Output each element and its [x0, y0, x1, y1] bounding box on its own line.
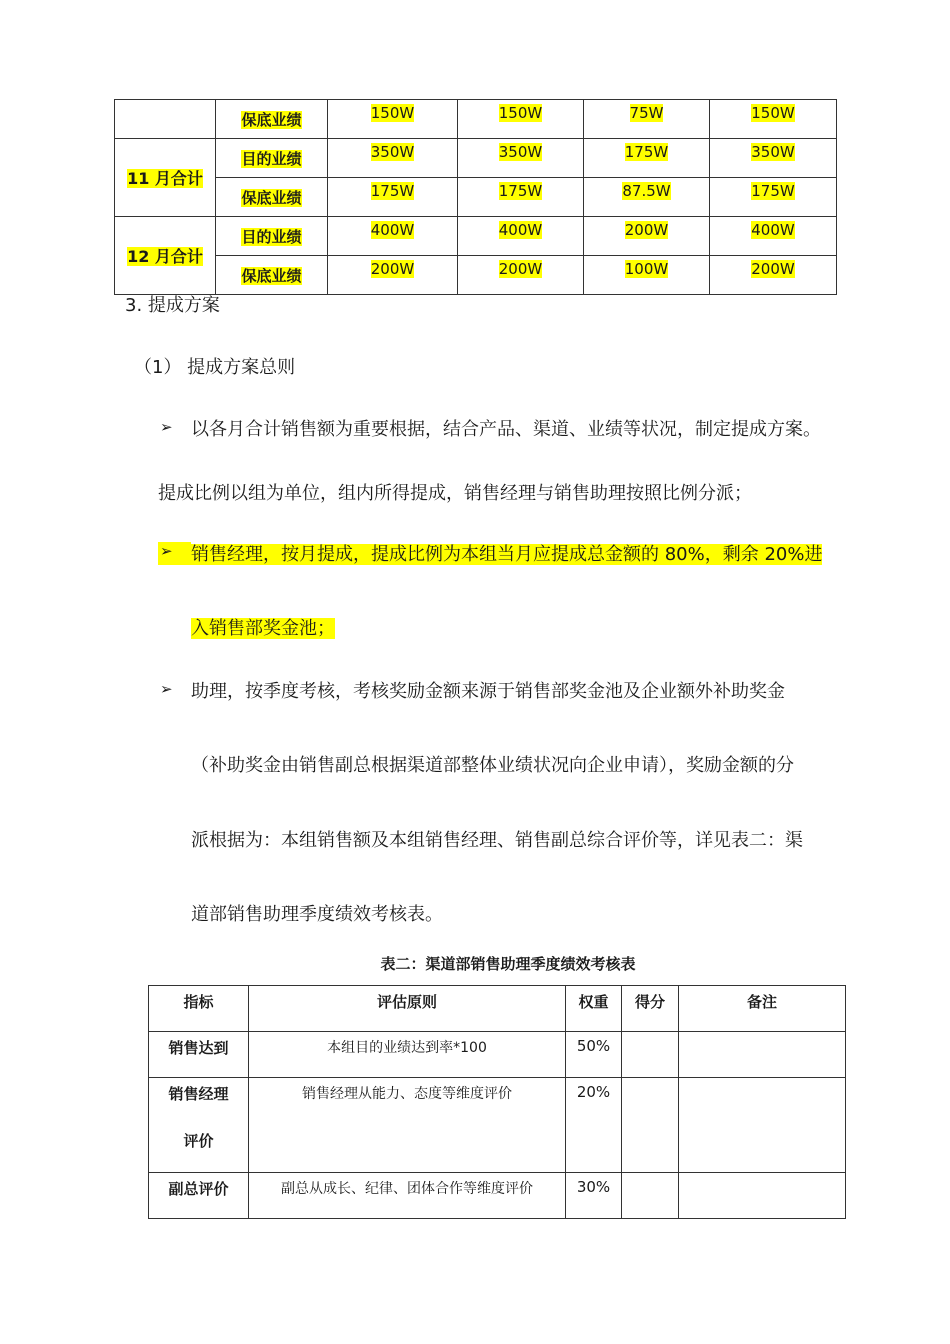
assessment-table — [148, 985, 846, 1219]
value-cell: 100W — [584, 256, 710, 295]
paragraph-line: 助理，按季度考核，考核奖励金额来源于销售部奖金池及企业额外补助奖金 — [191, 681, 785, 702]
rule-cell: 本组目的业绩达到率*100 — [249, 1032, 566, 1078]
table-row — [149, 1032, 846, 1078]
table-row — [149, 1078, 846, 1173]
group-cell: 12 月合计 — [115, 217, 216, 295]
value-cell: 150W — [710, 100, 837, 139]
value-cell: 200W — [458, 256, 584, 295]
row-label: 目的业绩 — [216, 217, 328, 256]
group-cell: 11 月合计 — [115, 139, 216, 217]
value-cell: 400W — [328, 217, 458, 256]
group-cell — [115, 100, 216, 139]
score-cell — [622, 1032, 679, 1078]
table-row — [149, 1173, 846, 1219]
value-cell: 175W — [584, 139, 710, 178]
value-cell: 150W — [458, 100, 584, 139]
score-cell — [622, 1078, 679, 1173]
indicator-cell: 副总评价 — [149, 1173, 249, 1219]
row-label: 保底业绩 — [216, 256, 328, 295]
value-cell: 75W — [584, 100, 710, 139]
table-row — [115, 256, 837, 295]
score-cell — [622, 1173, 679, 1219]
indicator-cell: 销售达到 — [149, 1032, 249, 1078]
value-cell: 175W — [458, 178, 584, 217]
value-cell: 150W — [328, 100, 458, 139]
paragraph-line: 派根据为：本组销售额及本组销售经理、销售副总综合评价等，详见表二：渠 — [191, 830, 803, 851]
note-cell — [679, 1173, 846, 1219]
column-header: 备注 — [679, 986, 846, 1032]
column-header: 指标 — [149, 986, 249, 1032]
arrow-bullet-icon: ➢ — [160, 680, 173, 698]
rule-cell: 销售经理从能力、态度等维度评价 — [249, 1078, 566, 1173]
value-cell: 400W — [458, 217, 584, 256]
paragraph-line: 道部销售助理季度绩效考核表。 — [191, 904, 443, 925]
paragraph-line: 提成比例以组为单位，组内所得提成，销售经理与销售助理按照比例分派； — [158, 483, 752, 504]
table-header-row — [149, 986, 846, 1032]
table-row — [115, 217, 837, 256]
note-cell — [679, 1032, 846, 1078]
column-header: 权重 — [566, 986, 622, 1032]
note-cell — [679, 1078, 846, 1173]
value-cell: 175W — [710, 178, 837, 217]
value-cell: 200W — [328, 256, 458, 295]
table-row — [115, 139, 837, 178]
row-label: 保底业绩 — [216, 100, 328, 139]
indicator-cell: 销售经理 评价 — [149, 1078, 249, 1173]
paragraph-line: 以各月合计销售额为重要根据，结合产品、渠道、业绩等状况，制定提成方案。 — [191, 419, 821, 440]
value-cell: 87.5W — [584, 178, 710, 217]
value-cell: 200W — [710, 256, 837, 295]
table-caption: 表二：渠道部销售助理季度绩效考核表 — [380, 955, 636, 973]
row-label: 保底业绩 — [216, 178, 328, 217]
weight-cell: 50% — [566, 1032, 622, 1078]
row-label: 目的业绩 — [216, 139, 328, 178]
value-cell: 200W — [584, 217, 710, 256]
value-cell: 400W — [710, 217, 837, 256]
weight-cell: 30% — [566, 1173, 622, 1219]
value-cell: 350W — [710, 139, 837, 178]
table-row — [115, 100, 837, 139]
arrow-bullet-icon: ➢ — [160, 418, 173, 436]
paragraph-line: 销售经理，按月提成，提成比例为本组当月应提成总金额的 80%，剩余 20%进 — [191, 544, 823, 565]
section-heading: 3. 提成方案 — [125, 295, 220, 316]
value-cell: 350W — [458, 139, 584, 178]
paragraph-line: （补助奖金由销售副总根据渠道部整体业绩状况向企业申请），奖励金额的分 — [191, 755, 794, 776]
column-header: 评估原则 — [249, 986, 566, 1032]
subsection-heading: （1） 提成方案总则 — [134, 357, 296, 378]
weight-cell: 20% — [566, 1078, 622, 1173]
rule-cell: 副总从成长、纪律、团体合作等维度评价 — [249, 1173, 566, 1219]
arrow-bullet-icon: ➢ — [158, 542, 191, 565]
paragraph-line: 入销售部奖金池； — [191, 618, 335, 639]
value-cell: 175W — [328, 178, 458, 217]
column-header: 得分 — [622, 986, 679, 1032]
value-cell: 350W — [328, 139, 458, 178]
table-row — [115, 178, 837, 217]
performance-table — [114, 99, 837, 295]
